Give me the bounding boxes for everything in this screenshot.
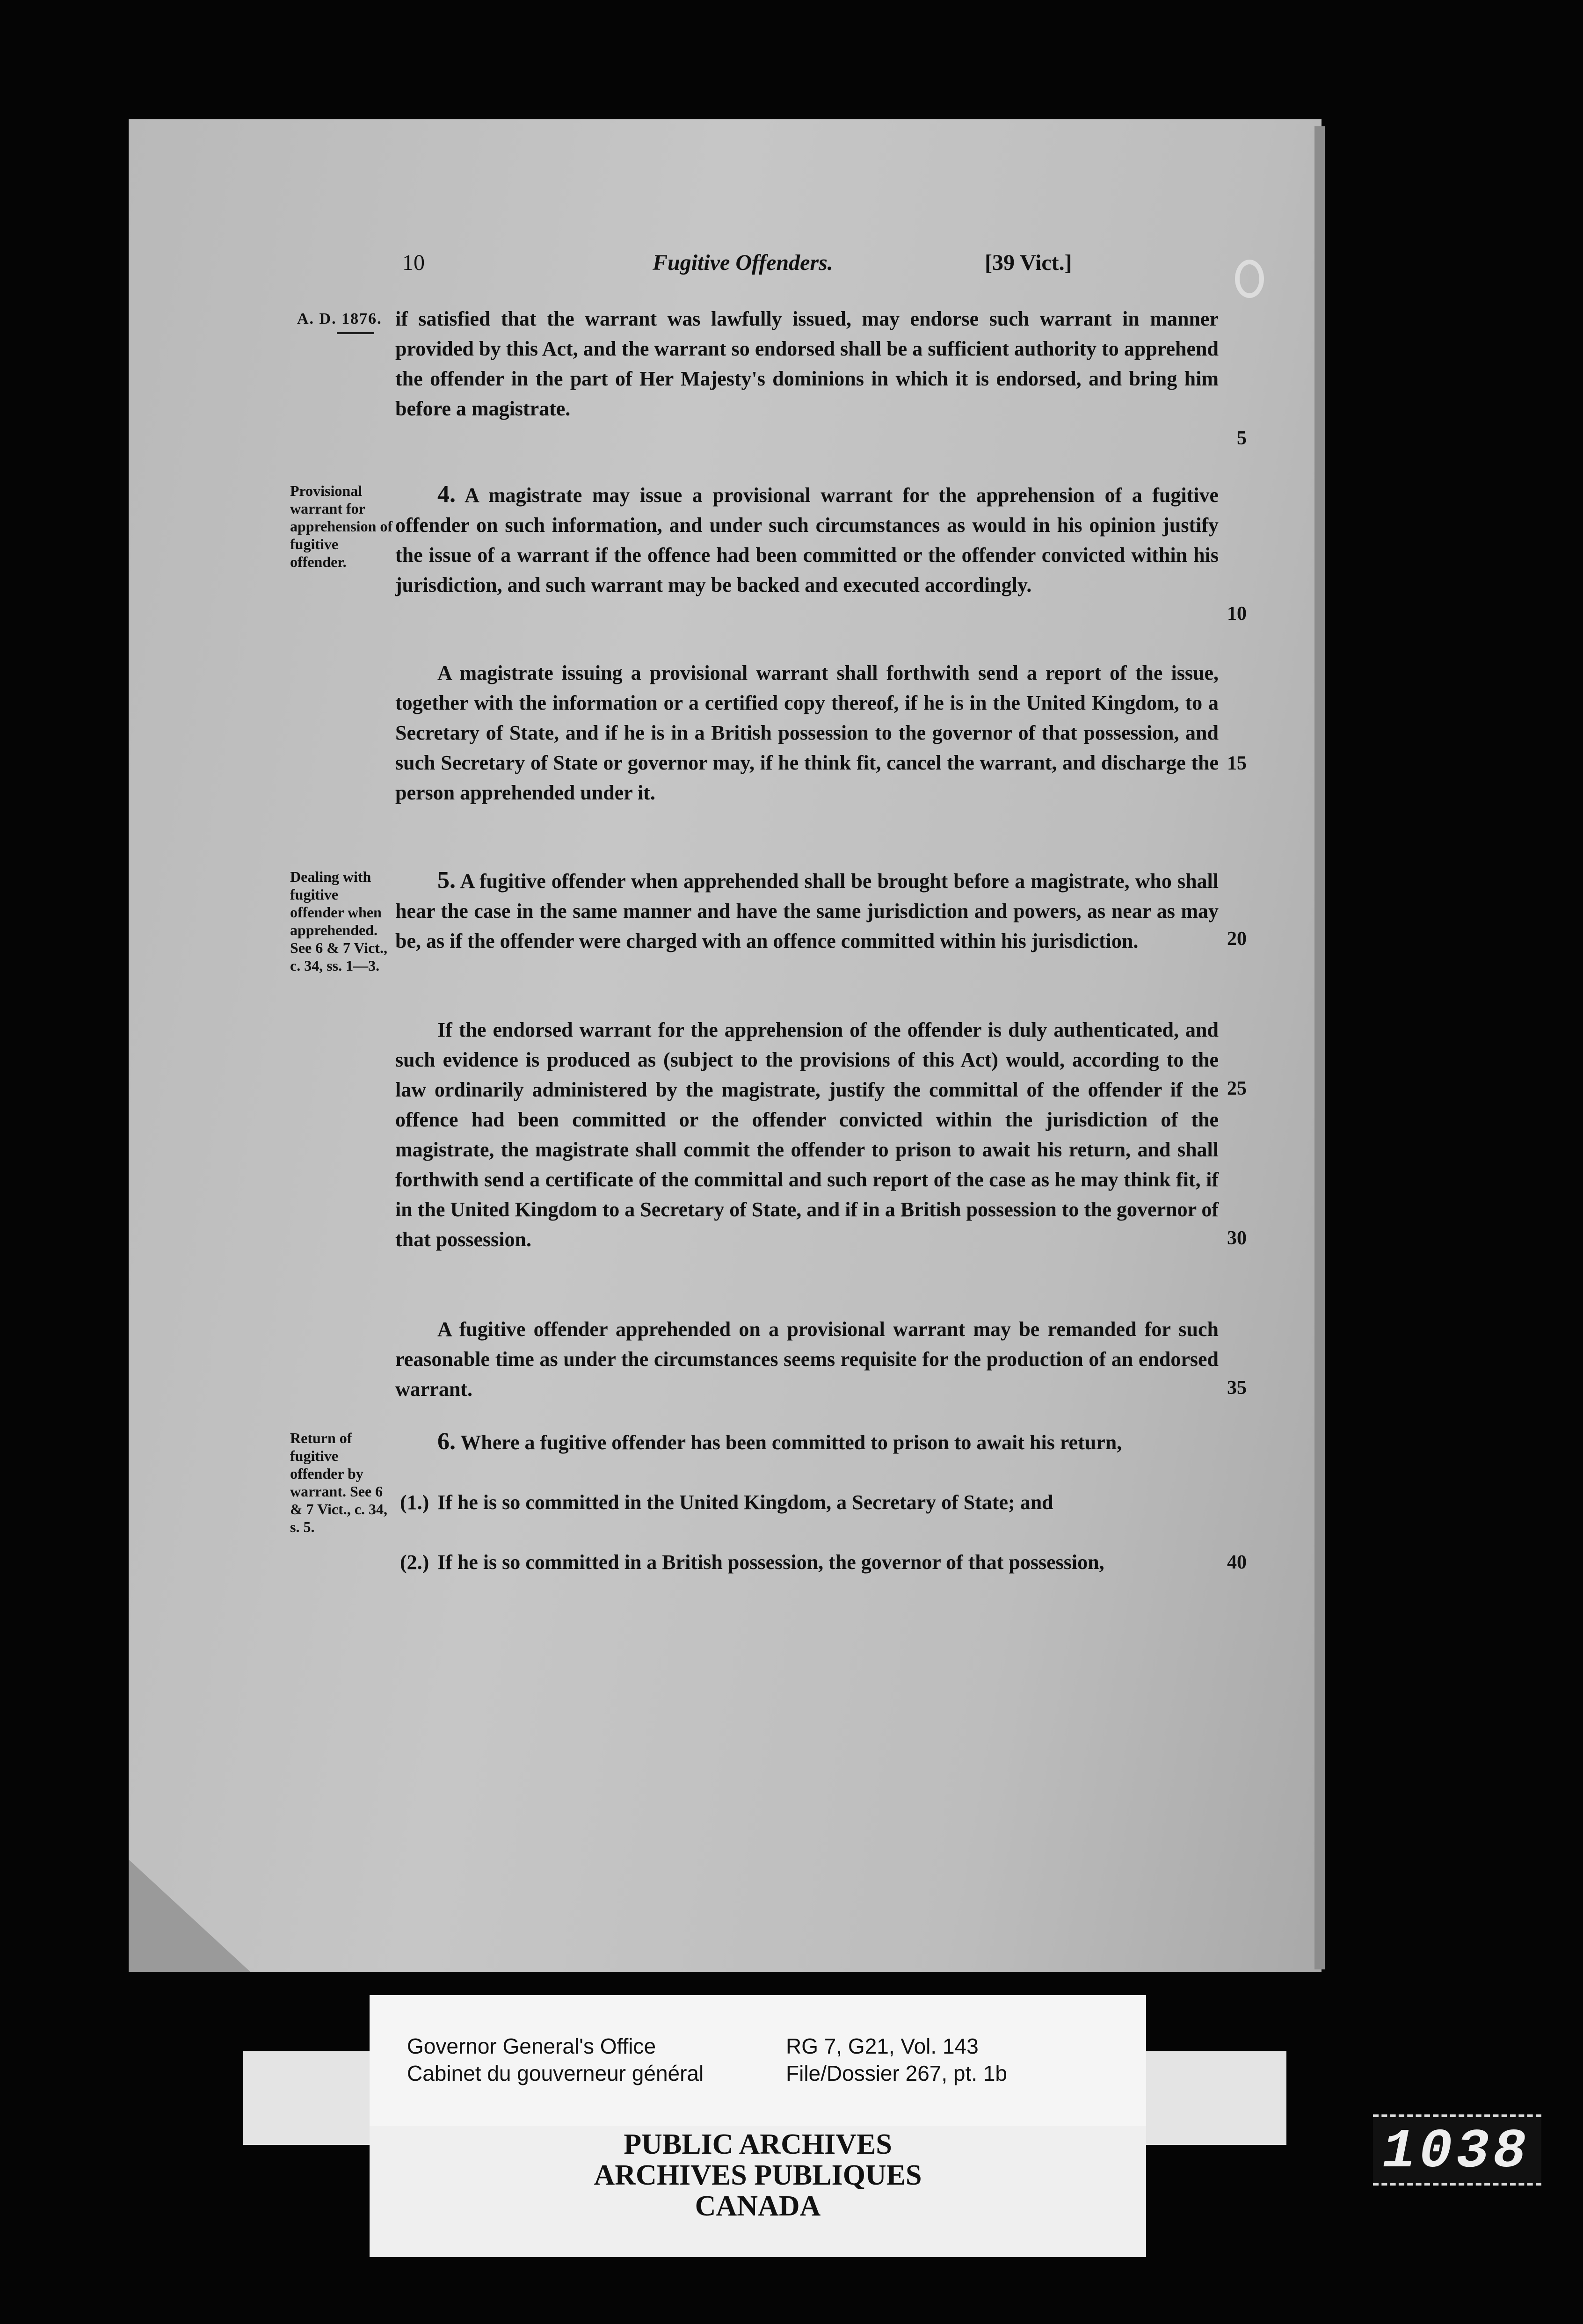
margin-note-section-4: Provisional warrant for apprehension of fugitive offender.	[290, 482, 393, 570]
archives-stamp	[370, 2126, 1146, 2257]
running-title: Fugitive Offenders.	[653, 250, 833, 275]
ad-date: A. D. 1876.	[297, 310, 382, 327]
line-number: 20	[1227, 928, 1247, 950]
punch-hole	[1235, 260, 1264, 298]
page-number: 10	[402, 250, 425, 275]
margin-note-section-5: Dealing with fugitive offender when apprehended. See 6 & 7 Vict., c. 34, ss. 1—3.	[290, 868, 387, 974]
file-reference: File/Dossier 267, pt. 1b	[786, 2061, 1008, 2085]
section-6-number: 6.	[437, 1428, 456, 1455]
section-4-number: 4.	[437, 481, 456, 508]
line-number: 40	[1227, 1552, 1247, 1573]
section-6-item-1	[400, 1488, 1219, 1518]
section-6-text: Where a fugitive offender has been committed to prison to await his return,	[460, 1431, 1122, 1454]
section-4-text: A magistrate may issue a provisional warrant for the apprehension of a fugitive offender on such information, and under such circumstances as would in his opinion justify the issue of a warrant if the offence had been committed or the offender convicted within his jurisdiction, and such warrant may be backed and executed accordingly.	[395, 484, 1219, 596]
section-5-paragraph-3: A fugitive offender apprehended on a provisional warrant may be remanded for such reasonable time as under the circumstances seems requisite for the production of an endorsed warrant.	[395, 1318, 1219, 1401]
ad-date-rule	[337, 332, 374, 334]
archives-line-1: PUBLIC ARCHIVES	[624, 2128, 892, 2160]
document-page	[129, 119, 1322, 1972]
section-4-paragraph-1	[395, 479, 1219, 600]
margin-note-section-6: Return of fugitive offender by warrant. See 6 & 7 Vict., c. 34, s. 5.	[290, 1430, 387, 1535]
line-number: 25	[1227, 1078, 1247, 1099]
page-text	[129, 119, 1322, 1972]
line-number: 30	[1227, 1227, 1247, 1249]
paragraph-continuation: if satisfied that the warrant was lawfully issued, may endorse such warrant in manner provided by this Act, and the warrant so endorsed shall be a sufficient authority to apprehend the offender in the part of Her Majesty's dominions in which it is endorsed, and bring him before a magistrate.	[395, 307, 1219, 420]
archives-line-2: ARCHIVES PUBLIQUES	[594, 2159, 922, 2191]
section-6-item-2	[400, 1547, 1219, 1577]
line-number: 10	[1227, 603, 1247, 625]
section-5-text: A fugitive offender when apprehended shall be brought before a magistrate, who shall hear the case in the same manner and have the same jurisdiction and powers, as near as may be, as if the offender were charged with an offence committed within his jurisdiction.	[395, 870, 1219, 952]
item-label: (2.)	[400, 1551, 429, 1574]
archives-line-3: CANADA	[695, 2190, 821, 2222]
item-text: If he is so committed in the United Kingdom, a Secretary of State; and	[437, 1491, 1053, 1514]
regnal-year: [39 Vict.]	[985, 250, 1072, 275]
frame-counter-digits: 1038	[1382, 2121, 1530, 2183]
section-5-paragraph-2: If the endorsed warrant for the apprehension of the offender is duly authenticated, and such evidence is produced as (subject to the provisions of this Act) would, according to the law ordinarily administered by the magistrate, justify the committal of the offender if the offence had been committed or the offender convicted within the jurisdiction of the magistrate, the magistrate shall commit the offender to prison to await his return, and shall forthwith send a certificate of the committal and such report of the case as he may think fit, if in the United Kingdom to a Secretary of State, and if in a British possession to the governor of that possession.	[395, 1018, 1219, 1251]
office-name-fr: Cabinet du gouverneur général	[407, 2061, 704, 2085]
record-group-reference: RG 7, G21, Vol. 143	[786, 2034, 979, 2058]
line-number: 15	[1227, 753, 1247, 774]
section-6-paragraph-1	[395, 1427, 1219, 1458]
page-edge	[1314, 126, 1325, 1969]
section-5-number: 5.	[437, 867, 456, 893]
line-number: 5	[1237, 428, 1247, 449]
section-4-paragraph-2: A magistrate issuing a provisional warrant shall forthwith send a report of the issue, together with the information or a certified copy thereof, if he is in the United Kingdom, to a Secretary of State, and if he is in a British possession to the governor of that possession, and such Secretary of State or governor may, if he think fit, cancel the warrant, and discharge the person apprehended under it.	[395, 661, 1219, 804]
item-label: (1.)	[400, 1491, 429, 1514]
section-5-paragraph-1	[395, 865, 1219, 956]
frame-counter	[1373, 2114, 1541, 2186]
office-name-en: Governor General's Office	[407, 2034, 656, 2058]
item-text: If he is so committed in a British possession, the governor of that possession,	[437, 1551, 1104, 1574]
line-number: 35	[1227, 1377, 1247, 1399]
